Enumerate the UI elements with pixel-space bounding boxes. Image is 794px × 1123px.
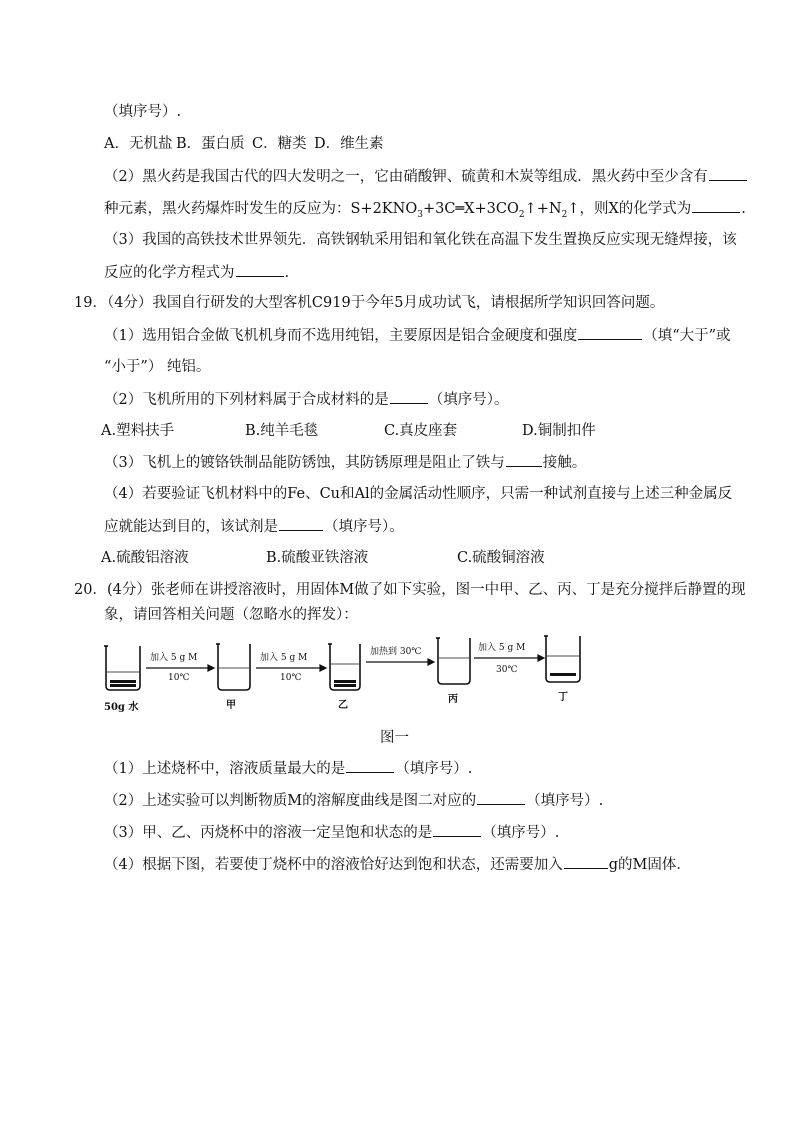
answer-blank[interactable] bbox=[477, 790, 525, 805]
answer-blank[interactable] bbox=[692, 198, 740, 213]
beaker-bing bbox=[436, 638, 470, 684]
q18-part2-line2: 种元素，黑火药爆炸时发生的反应为：$S+2KNO_3+3C═X+3CO_2↑+N_2↑$，则X的化学式为 . bbox=[104, 198, 746, 225]
answer-blank[interactable] bbox=[346, 758, 394, 773]
beaker-label-jia: 甲 bbox=[226, 700, 236, 711]
q20-part2: （2）上述实验可以判断物质M的溶解度曲线是图二对应的 （填序号）. bbox=[104, 790, 603, 811]
step-1-top: 加入 5 g M bbox=[150, 653, 198, 663]
arrow-4-head bbox=[538, 655, 544, 661]
q18-part3-line2: 反应的化学方程式为 . bbox=[104, 262, 289, 283]
q19-part3: （3）飞机上的镀铬铁制品能防锈蚀，其防锈原理是阻止了铁与 接触。 bbox=[104, 452, 586, 473]
q20-part3: （3）甲、乙、丙烧杯中的溶液一定呈饱和状态的是 （填序号）. bbox=[104, 822, 559, 843]
q19-part4-option-b: B.硫酸亚铁溶液 bbox=[266, 550, 369, 566]
q20-part4: （4）根据下图，若要使丁烧杯中的溶液恰好达到饱和状态，还需要加入 g的M固体． bbox=[104, 854, 691, 875]
answer-blank[interactable] bbox=[709, 166, 747, 181]
step-2-top: 加入 5 g M bbox=[260, 653, 308, 663]
solid-yi bbox=[334, 680, 356, 687]
q18-option-c: C．糖类 bbox=[252, 136, 307, 152]
q19-part1-line2: “小于”） 纯铝。 bbox=[104, 359, 211, 375]
experiment-figure bbox=[98, 628, 598, 718]
q18-option-d: D．维生素 bbox=[314, 136, 384, 152]
q18-fill-hint: （填序号）. bbox=[104, 104, 182, 120]
step-3-top: 加热到 30℃ bbox=[370, 647, 422, 657]
step-4-top: 加入 5 g M bbox=[478, 643, 526, 653]
step-4-bottom: 30℃ bbox=[496, 665, 518, 675]
q19-part4-line1: （4）若要验证飞机材料中的Fe、Cu和Al的金属活动性顺序，只需一种试剂直接与上述三种金属反 bbox=[104, 486, 733, 502]
beaker-jia bbox=[216, 644, 250, 690]
q19-part4-option-a: A.硫酸铝溶液 bbox=[101, 550, 189, 566]
step-1-bottom: 10℃ bbox=[168, 673, 190, 683]
beaker-yi bbox=[328, 644, 360, 690]
q20-stem-line1: 20．(4分）张老师在讲授溶液时，用固体M做了如下实验，图一中甲、乙、丙、丁是充分搅拌后静置的现 bbox=[74, 582, 746, 598]
arrow-1-head bbox=[208, 665, 214, 671]
q19-part2-option-b: B.纯羊毛毯 bbox=[245, 423, 319, 439]
q19-part4-option-c: C.硫酸铜溶液 bbox=[457, 550, 545, 566]
answer-blank[interactable] bbox=[578, 325, 642, 340]
q19-part2-option-a: A.塑料扶手 bbox=[101, 423, 175, 439]
answer-blank[interactable] bbox=[236, 262, 284, 277]
q18-part2-line1: （2）黑火药是我国古代的四大发明之一，它由硝酸钾、硫黄和木炭等组成．黑火药中至少含有 bbox=[104, 166, 748, 187]
q20-stem-line2: 象，请回答相关问题（忽略水的挥发）： bbox=[104, 607, 358, 623]
q18-part3-line1: （3）我国的高铁技术世界领先．高铁钢轨采用铝和氧化铁在高温下发生置换反应实现无缝焊接，该 bbox=[104, 232, 737, 248]
q19-part2-option-d: D.铜制扣件 bbox=[522, 423, 596, 439]
answer-blank[interactable] bbox=[564, 854, 608, 869]
beaker-start bbox=[104, 646, 140, 690]
q18-option-b: B．蛋白质 bbox=[176, 136, 245, 152]
beaker-label-ding: 丁 bbox=[558, 692, 568, 703]
q19-part1-line1: （1）选用铝合金做飞机机身而不选用纯铝，主要原因是铝合金硬度和强度 （填“大于”或 bbox=[104, 325, 731, 346]
q19-part4-line2: 应就能达到目的，该试剂是 （填序号）。 bbox=[104, 516, 404, 537]
q19-stem: 19．（4分）我国自行研发的大型客机C919于今年5月成功试飞，请根据所学知识回答问题。 bbox=[74, 295, 665, 311]
start-label: 50g 水 bbox=[104, 702, 139, 713]
beaker-label-bing: 丙 bbox=[448, 694, 458, 705]
q19-part2-option-c: C.真皮座套 bbox=[384, 423, 458, 439]
answer-blank[interactable] bbox=[390, 389, 428, 404]
beaker-label-yi: 乙 bbox=[338, 700, 348, 711]
arrow-3-head bbox=[428, 659, 434, 665]
q20-part1: （1）上述烧杯中，溶液质量最大的是 （填序号）. bbox=[104, 758, 472, 779]
q18-option-a: A．无机盐 bbox=[104, 136, 173, 152]
answer-blank[interactable] bbox=[433, 822, 481, 837]
arrow-2-head bbox=[320, 665, 326, 671]
figure-caption: 图一 bbox=[380, 730, 409, 746]
answer-blank[interactable] bbox=[279, 516, 323, 531]
solid-ding bbox=[550, 673, 576, 676]
solid-start bbox=[110, 680, 136, 687]
q19-part2: （2）飞机所用的下列材料属于合成材料的是 （填序号）。 bbox=[104, 389, 508, 410]
answer-blank[interactable] bbox=[506, 452, 542, 467]
step-2-bottom: 10℃ bbox=[280, 673, 302, 683]
